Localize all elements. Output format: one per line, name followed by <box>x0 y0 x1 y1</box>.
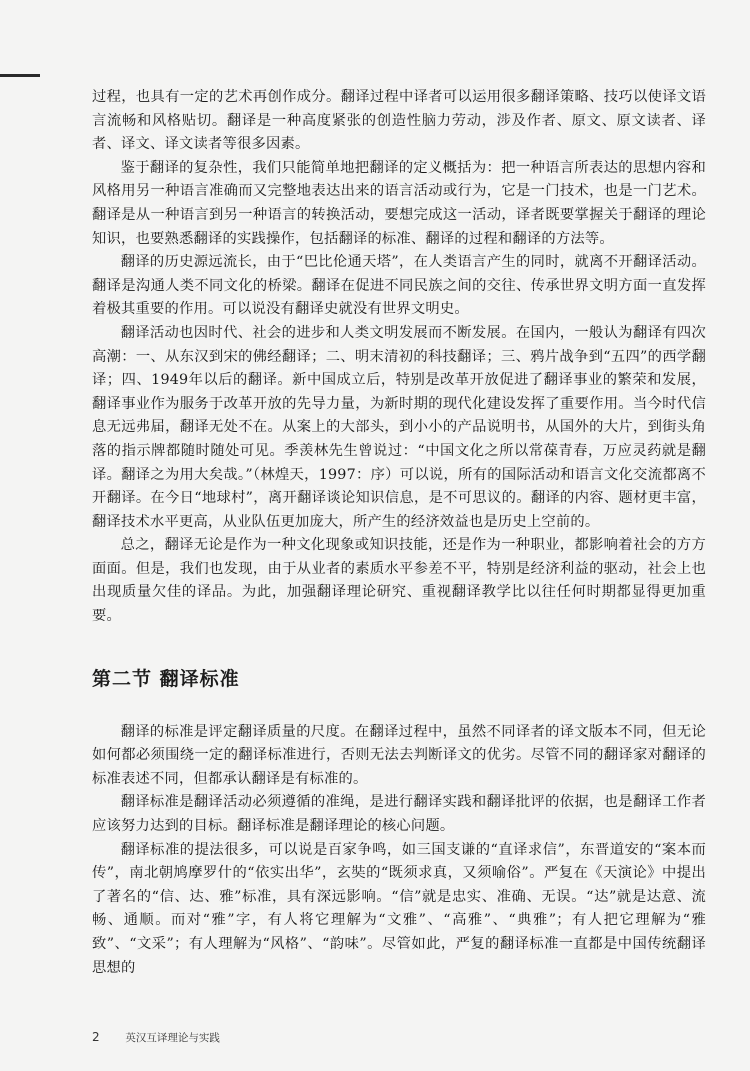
paragraph: 翻译标准的提法很多，可以说是百家争鸣，如三国支谦的“直译求信”，东晋道安的“案本而传”，南北朝鸠摩罗什的“依实出华”，玄奘的“既须求真，又须喻俗”。严复在《天演论》中提出了著名的“信、达、雅”标准，具有深远影响。“信”就是忠实、准确、无误。“达”就是达意、流畅、通顺。而对“雅”字，有人将它理解为“文雅”、“高雅”、“典雅”；有人把它理解为“雅致”、“文采”；有人理解为“风格”、“韵味”。尽管如此，严复的翻译标准一直都是中国传统翻译思想的 <box>92 841 706 976</box>
paragraph: 过程，也具有一定的艺术再创作成分。翻译过程中译者可以运用很多翻译策略、技巧以使译文语言流畅和风格贴切。翻译是一种高度紧张的创造性脑力劳动，涉及作者、原文、原文读者、译者、译文、译文读者等很多因素。 <box>92 89 706 153</box>
page-footer <box>92 1030 220 1045</box>
page-number: 2 <box>92 1030 100 1044</box>
book-title: 英汉互译理论与实践 <box>125 1032 220 1044</box>
header-rule <box>0 74 40 77</box>
paragraph: 翻译标准是翻译活动必须遵循的准绳，是进行翻译实践和翻译批评的依据，也是翻译工作者应该努力达到的目标。翻译标准是翻译理论的核心问题。 <box>92 794 706 835</box>
body-text <box>92 86 706 980</box>
paragraphs-after-section <box>92 721 706 981</box>
paragraph: 翻译活动也因时代、社会的进步和人类文明发展而不断发展。在国内，一般认为翻译有四次高潮：一、从东汉到宋的佛经翻译；二、明末清初的科技翻译；三、鸦片战争到“五四”的西学翻译；四、1949年以后的翻译。新中国成立后，特别是改革开放促进了翻译事业的繁荣和发展，翻译事业作为服务于改革开放的先导力量，为新时期的现代化建设发挥了重要作用。当今时代信息无远弗届，翻译无处不在。从案上的大部头，到小小的产品说明书，从国外的大片，到街头角落的指示牌都随时随处可见。季羡林先生曾说过：“中国文化之所以常葆青春，万应灵药就是翻译。翻译之为用大矣哉。”（林煌天，1997：序）可以说，所有的国际活动和语言文化交流都离不开翻译。在今日“地球村”，离开翻译谈论知识信息，是不可思议的。翻译的内容、题材更丰富，翻译技术水平更高，从业队伍更加庞大，所产生的经济效益也是历史上空前的。 <box>92 324 706 530</box>
paragraph: 鉴于翻译的复杂性，我们只能简单地把翻译的定义概括为：把一种语言所表达的思想内容和风格用另一种语言准确而又完整地表达出来的语言活动或行为，它是一门技术，也是一门艺术。翻译是从一种语言到另一种语言的转换活动，要想完成这一活动，译者既要掌握关于翻译的理论知识，也要熟悉翻译的实践操作，包括翻译的标准、翻译的过程和翻译的方法等。 <box>92 159 706 247</box>
paragraph: 翻译的历史源远流长，由于“巴比伦通天塔”，在人类语言产生的同时，就离不开翻译活动。翻译是沟通人类不同文化的桥梁。翻译在促进不同民族之间的交往、传承世界文明方面一直发挥着极其重要的作用。可以说没有翻译史就没有世界文明史。 <box>92 254 706 318</box>
paragraph: 翻译的标准是评定翻译质量的尺度。在翻译过程中，虽然不同译者的译文版本不同，但无论如何都必须围绕一定的翻译标准进行，否则无法去判断译文的优劣。尽管不同的翻译家对翻译的标准表述不同，但都承认翻译是有标准的。 <box>92 723 706 787</box>
paragraphs-before-section <box>92 86 706 629</box>
paragraph: 总之，翻译无论是作为一种文化现象或知识技能，还是作为一种职业，都影响着社会的方方面面。但是，我们也发现，由于从业者的素质水平参差不平，特别是经济利益的驱动，社会上也出现质量欠佳的译品。为此，加强翻译理论研究、重视翻译教学比以往任何时期都显得更加重要。 <box>92 537 706 625</box>
section-title: 第二节 翻译标准 <box>92 667 240 690</box>
